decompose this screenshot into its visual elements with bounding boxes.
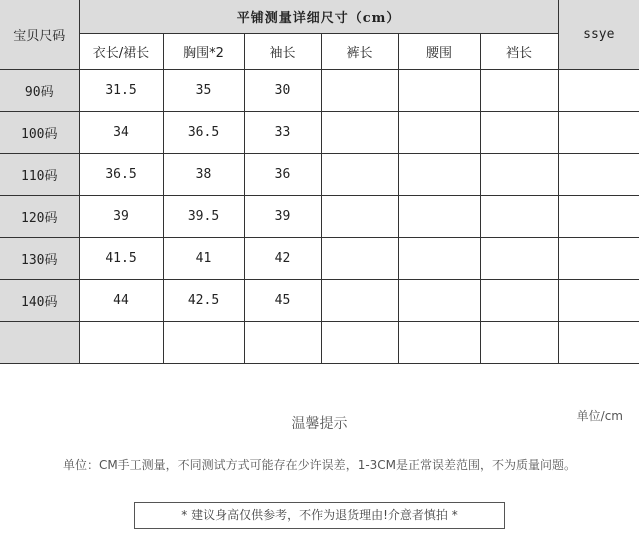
table-row bbox=[0, 280, 639, 322]
brand-column-cell bbox=[558, 112, 639, 154]
unit-label: 单位/cm bbox=[576, 409, 623, 423]
measurement-cell bbox=[480, 70, 558, 112]
measurement-cell bbox=[480, 112, 558, 154]
measurement-cell bbox=[398, 238, 480, 280]
column-header: 袖长 bbox=[244, 34, 321, 70]
measurement-cell bbox=[480, 154, 558, 196]
table-row bbox=[0, 322, 639, 364]
brand-column-cell bbox=[558, 196, 639, 238]
measurement-cell bbox=[321, 196, 398, 238]
measurement-cell: 36.5 bbox=[163, 112, 244, 154]
measurement-cell bbox=[321, 154, 398, 196]
measurement-cell: 30 bbox=[244, 70, 321, 112]
measurement-cell bbox=[398, 322, 480, 364]
disclaimer-box: * 建议身高仅供参考，不作为退货理由!介意者慎拍 * bbox=[134, 502, 505, 529]
size-cell: 120码 bbox=[0, 196, 79, 238]
measurement-cell bbox=[321, 322, 398, 364]
measurement-cell bbox=[398, 280, 480, 322]
measurement-cell: 41.5 bbox=[79, 238, 163, 280]
brand-column-cell bbox=[558, 280, 639, 322]
measurement-cell: 44 bbox=[79, 280, 163, 322]
measurement-cell: 38 bbox=[163, 154, 244, 196]
size-cell: 110码 bbox=[0, 154, 79, 196]
measurement-cell: 39 bbox=[244, 196, 321, 238]
size-cell bbox=[0, 322, 79, 364]
unit-note: 单位：CM手工测量，不同测试方式可能存在少许误差，1-3CM是正常误差范围，不为质量问题。 bbox=[62, 458, 577, 472]
column-header: 衣长/裙长 bbox=[79, 34, 163, 70]
size-cell: 130码 bbox=[0, 238, 79, 280]
table-row bbox=[0, 196, 639, 238]
measurement-cell bbox=[398, 196, 480, 238]
measurement-cell bbox=[480, 196, 558, 238]
size-cell: 90码 bbox=[0, 70, 79, 112]
measurement-cell: 39 bbox=[79, 196, 163, 238]
tips-title: 温馨提示 bbox=[291, 416, 348, 432]
measurement-cell: 42.5 bbox=[163, 280, 244, 322]
column-header: 胸围*2 bbox=[163, 34, 244, 70]
size-cell: 100码 bbox=[0, 112, 79, 154]
measurement-cell bbox=[398, 154, 480, 196]
measurement-cell bbox=[321, 112, 398, 154]
table-row bbox=[0, 154, 639, 196]
brand-column-cell bbox=[558, 154, 639, 196]
measurement-cell bbox=[321, 70, 398, 112]
measurement-cell bbox=[163, 322, 244, 364]
brand-label: ssye bbox=[558, 0, 639, 70]
measurement-cell: 36 bbox=[244, 154, 321, 196]
measurement-cell: 39.5 bbox=[163, 196, 244, 238]
measurement-cell bbox=[321, 280, 398, 322]
table-row bbox=[0, 70, 639, 112]
measurement-cell bbox=[480, 322, 558, 364]
measurement-cell bbox=[480, 238, 558, 280]
brand-column-cell bbox=[558, 238, 639, 280]
measurement-cell bbox=[79, 322, 163, 364]
measurement-cell: 34 bbox=[79, 112, 163, 154]
measurement-cell: 35 bbox=[163, 70, 244, 112]
measurement-cell: 42 bbox=[244, 238, 321, 280]
size-header-cell: 宝贝尺码 bbox=[0, 0, 79, 70]
brand-column-cell bbox=[558, 322, 639, 364]
measurement-cell bbox=[480, 280, 558, 322]
measurement-cell: 45 bbox=[244, 280, 321, 322]
column-header: 腰围 bbox=[398, 34, 480, 70]
measurement-cell: 41 bbox=[163, 238, 244, 280]
size-cell: 140码 bbox=[0, 280, 79, 322]
table-row bbox=[0, 238, 639, 280]
brand-column-cell bbox=[558, 70, 639, 112]
column-header: 裆长 bbox=[480, 34, 558, 70]
measurement-cell bbox=[398, 70, 480, 112]
measurement-cell: 36.5 bbox=[79, 154, 163, 196]
column-header: 裤长 bbox=[321, 34, 398, 70]
table-title: 平铺测量详细尺寸（cm） bbox=[79, 0, 558, 34]
measurement-cell bbox=[244, 322, 321, 364]
measurement-cell bbox=[398, 112, 480, 154]
table-row bbox=[0, 112, 639, 154]
measurement-cell bbox=[321, 238, 398, 280]
measurement-cell: 33 bbox=[244, 112, 321, 154]
measurement-cell: 31.5 bbox=[79, 70, 163, 112]
